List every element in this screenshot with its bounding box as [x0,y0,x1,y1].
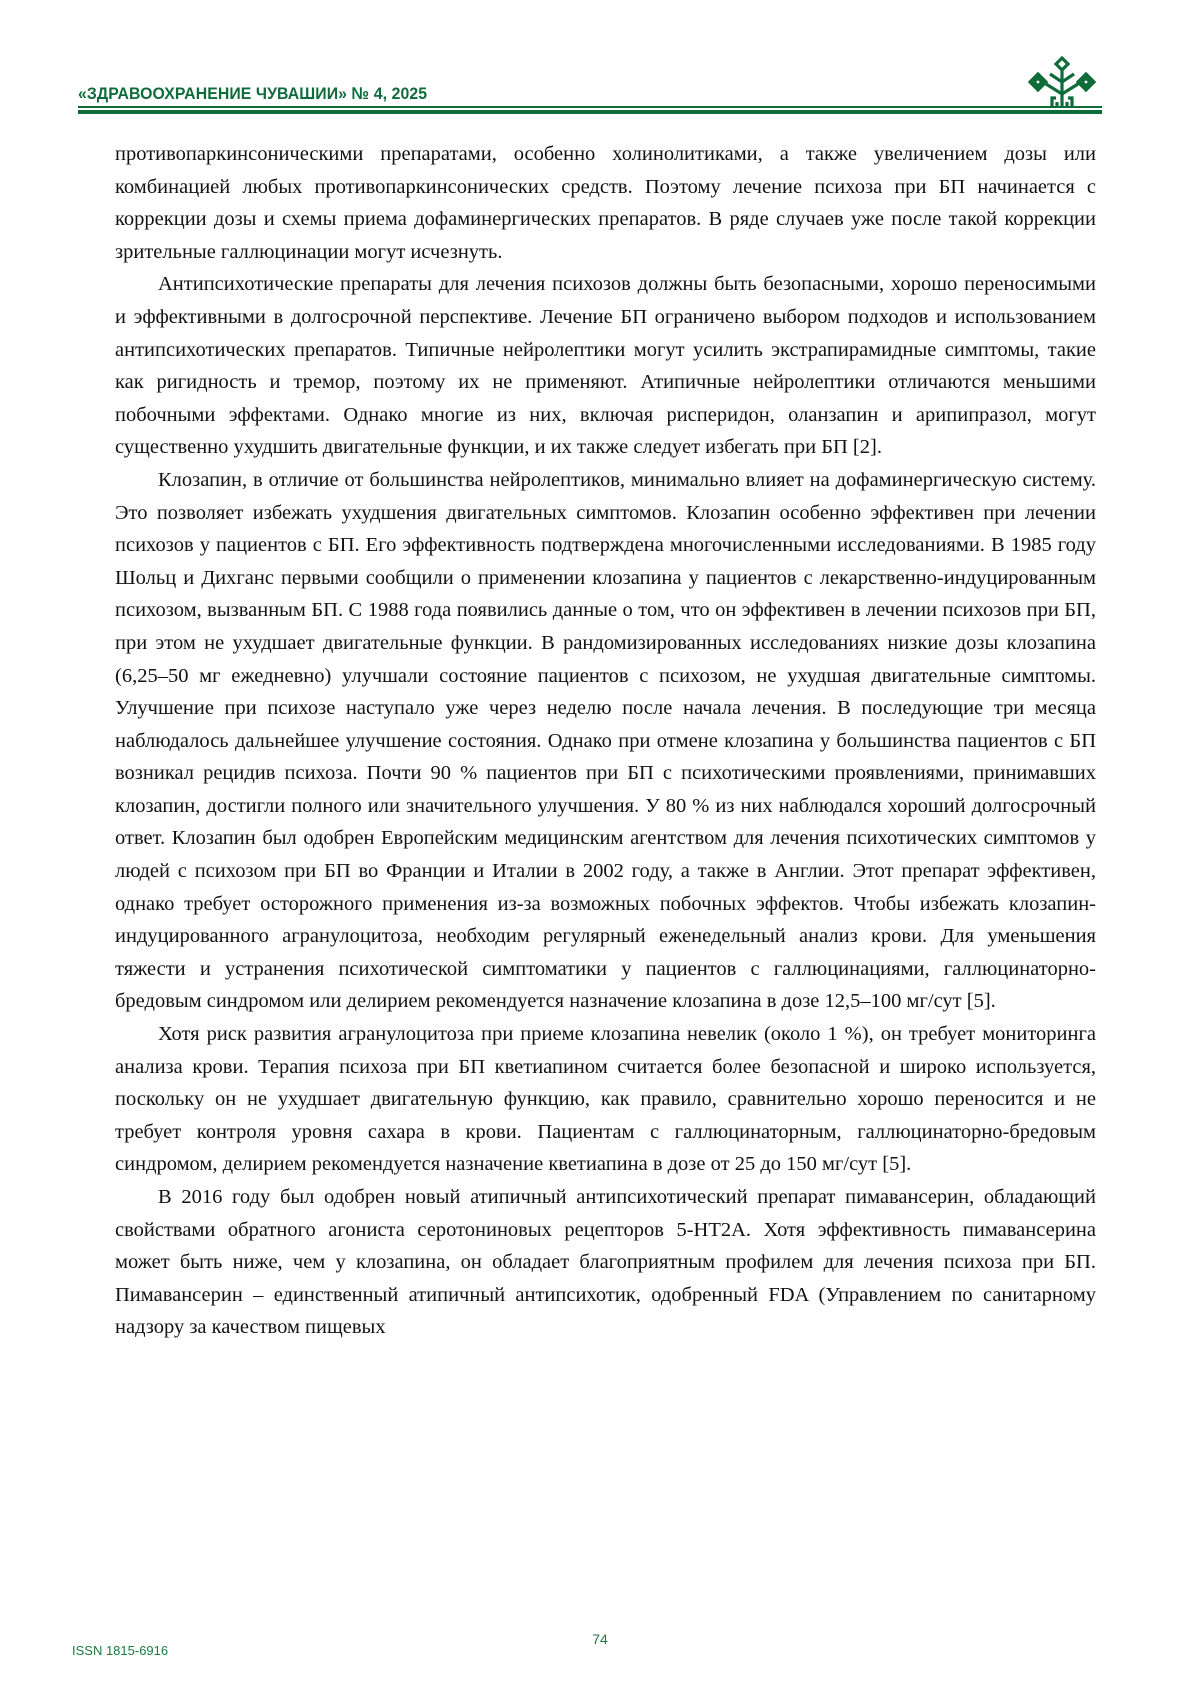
header-rule-thick [78,110,1102,114]
journal-title: «ЗДРАВООХРАНЕНИЕ ЧУВАШИИ» № 4, 2025 [78,84,428,103]
paragraph-antipsychotics: Антипсихотические препараты для лечения психозов должны быть безопасными, хорошо переносимыми и эффективными в долгосрочной перспективе. Лечение БП ограничено выбором подходов и использованием антипсихотических препаратов. Типичные нейролептики могут усилить экстрапирамидные симптомы, такие как ригидность и тремор, поэтому их не применяют. Атипичные нейролептики отличаются меньшими побочными эффектами. Однако многие из них, включая рисперидон, оланзапин и арипипразол, могут существенно ухудшить двигательные функции, и их также следует избегать при БП [2]. [115,273,1096,459]
paragraph-clozapine: Клозапин, в отличие от большинства нейролептиков, минимально влияет на дофаминергическую систему. Это позволяет избежать ухудшения двигательных симптомов. Клозапин особенно эффективен при лечении психозов у пациентов с БП. Его эффективность подтверждена многочисленными исследованиями. В 1985 году Шольц и Дихганс первыми сообщили о применении клозапина у пациентов с лекарственно-индуцированным психозом, вызванным БП. С 1988 года появились данные о том, что он эффективен в лечении психозов при БП, при этом не ухудшает двигательные функции. В рандомизированных исследованиях низкие дозы клозапина (6,25–50 мг ежедневно) улучшали состояние пациентов с психозом, не ухудшая двигательные симптомы. Улучшение при психозе наступало уже через неделю после начала лечения. В последующие три месяца наблюдалось дальнейшее улучшение состояния. Однако при отмене клозапина у большинства пациентов с БП возникал рецидив психоза. Почти 90 % пациентов при БП с психотическими проявлениями, принимавших клозапин, достигли полного или значительного улучшения. У 80 % из них наблюдался хороший долгосрочный ответ. Клозапин был одобрен Европейским медицинским агентством для лечения психотических симптомов у людей с психозом при БП во Франции и Италии в 2002 году, а также в Англии. Этот препарат эффективен, однако требует осторожного применения из-за возможных побочных эффектов. Чтобы избежать клозапин-индуцированного агранулоцитоза, необходим регулярный еженедельный анализ крови. Для уменьшения тяжести и устранения психотической симптоматики у пациентов с галлюцинациями, галлюцинаторно-бредовым синдромом или делирием рекомендуется назначение клозапина в дозе 12,5–100 мг/сут [5]. [115,468,1096,1013]
paragraph-quetiapine: Хотя риск развития агранулоцитоза при приеме клозапина невелик (около 1 %), он требует мониторинга анализа крови. Терапия психоза при БП кветиапином считается более безопасной и широко используется, поскольку он не ухудшает двигательную функцию, как правило, сравнительно хорошо переносится и не требует контроля уровня сахара в крови. Пациентам с галлюцинаторным, галлюцинаторно-бредовым синдромом, делирием рекомендуется назначение кветиапина в дозе от 25 до 150 мг/сут [5]. [115,1023,1096,1176]
page-number: 74 [592,1631,608,1647]
issn-label: ISSN 1815-6916 [72,1643,169,1658]
paragraph-continued: противопаркинсоническими препаратами, особенно холинолитиками, а также увеличением дозы или комбинацией любых противопаркинсонических средств. Поэтому лечение психоза при БП начинается с коррекции дозы и схемы приема дофаминергических препаратов. В ряде случаев уже после такой коррекции зрительные галлюцинации могут исчезнуть. [115,143,1096,263]
paragraph-pimavanserin: В 2016 году был одобрен новый атипичный антипсихотический препарат пимавансерин, обладающий свойствами обратного агониста серотониновых рецепторов 5-HT2A. Хотя эффективность пимавансерина может быть ниже, чем у клозапина, он обладает благоприятным профилем для лечения психоза при БП. Пимавансерин – единственный атипичный антипсихотик, одобренный FDA (Управлением по санитарному надзору за качеством пищевых [115,1186,1096,1339]
article-body [115,138,1096,1344]
header-rule-thin [78,106,1102,108]
chuvash-ornament-logo-icon [1024,52,1100,112]
